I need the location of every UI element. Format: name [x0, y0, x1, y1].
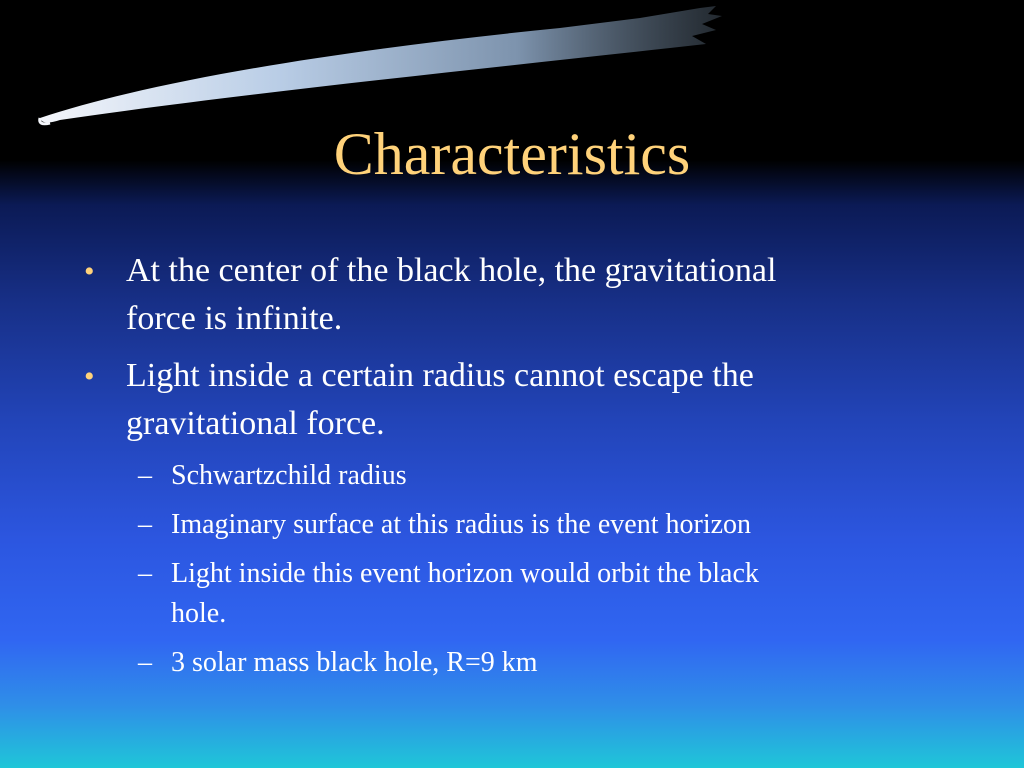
bullet-marker: • [84, 255, 95, 288]
sub-bullet-4-line-1: 3 solar mass black hole, R=9 km [171, 647, 538, 678]
sub-bullet-marker: – [138, 509, 152, 540]
sub-bullet-marker: – [138, 647, 152, 678]
sub-bullet-marker: – [138, 558, 152, 589]
sub-bullet-1-line-1: Schwartzchild radius [171, 460, 407, 491]
bullet-1-line-2: force is infinite. [126, 300, 343, 337]
sub-bullet-2-line-1: Imaginary surface at this radius is the event horizon [171, 509, 752, 540]
sub-bullet-3-line-1: Light inside this event horizon would orbit the black [171, 558, 759, 589]
sub-bullet-marker: – [138, 460, 152, 491]
bullet-2-line-2: gravitational force. [126, 405, 385, 442]
sub-bullet-3-line-2: hole. [171, 598, 227, 629]
bullet-1-line-1: At the center of the black hole, the gravitational [126, 252, 777, 289]
bullet-marker: • [84, 360, 95, 393]
bullet-2-line-1: Light inside a certain radius cannot escape the [126, 357, 754, 394]
slide-title: Characteristics [333, 121, 691, 187]
